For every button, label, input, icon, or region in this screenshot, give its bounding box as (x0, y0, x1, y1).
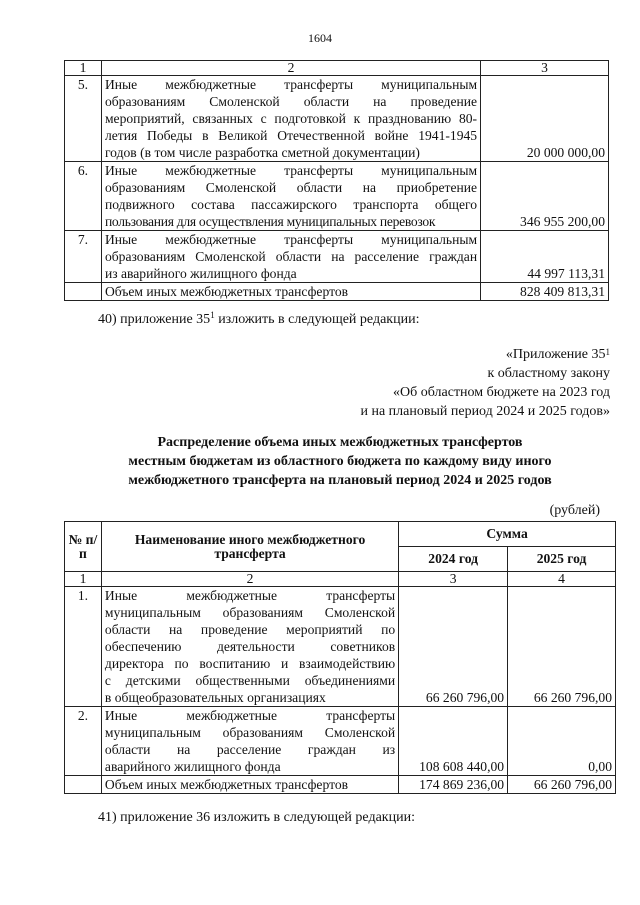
name-line: Иные межбюджетные трансферты муниципальным (104, 77, 478, 92)
name-line: аварийного жилищного фонда (104, 759, 281, 774)
row-amount: 44 997 113,31 (481, 231, 609, 283)
index-cell: 1 (65, 572, 102, 587)
index-cell: 3 (399, 572, 508, 587)
total-label: Объем иных межбюджетных трансфертов (101, 283, 480, 301)
total-amount: 828 409 813,31 (481, 283, 609, 301)
table-header-row (65, 522, 616, 547)
name-line: директора по воспитанию и взаимодействию (104, 656, 396, 671)
paragraph-41: 41) приложение 36 изложить в следующей редакции: (98, 810, 415, 825)
total-number (65, 776, 102, 794)
name-line: годов (в том числе разработка сметной документации) (104, 145, 420, 160)
name-line: муниципальным образованиям Смоленской (104, 605, 396, 620)
name-line: Иные межбюджетные трансферты муниципальным (104, 232, 478, 247)
row-name (101, 587, 398, 707)
name-line: образованиям Смоленской области на расселение граждан (104, 249, 478, 264)
paragraph-40 (98, 312, 419, 328)
name-line: летия Победы в Великой Отечественной войне 1941-1945 (104, 128, 478, 143)
name-line: в общеобразовательных организациях (104, 690, 326, 705)
appendix-line: к областному закону (487, 366, 610, 381)
name-line: подвижного состава пассажирского транспорта общего (104, 197, 478, 212)
name-line: образованиям Смоленской области на приобретение (104, 180, 478, 195)
name-line: образованиям Смоленской области на проведение (104, 94, 478, 109)
row-number: 5. (65, 76, 102, 162)
row-amount: 346 955 200,00 (481, 162, 609, 231)
row-amount-2025: 66 260 796,00 (508, 587, 616, 707)
header-year-2025: 2025 год (508, 547, 616, 572)
appendix-heading (360, 345, 610, 421)
header-year-2024: 2024 год (399, 547, 508, 572)
appendix-line: «Об областном бюджете на 2023 год (393, 385, 610, 400)
row-number: 6. (65, 162, 102, 231)
title-line: Распределение объема иных межбюджетных трансфертов (157, 435, 523, 450)
name-line: Иные межбюджетные трансферты (104, 588, 396, 603)
row-name (101, 162, 480, 231)
table-total-row (65, 283, 609, 301)
index-cell: 1 (65, 61, 102, 76)
document-title (70, 433, 610, 490)
table-row (65, 587, 616, 707)
total-number (65, 283, 102, 301)
units-label: (рублей) (549, 503, 600, 518)
appendix-line: «Приложение $35^1$ (505, 347, 610, 362)
para-superscript: 1 (210, 310, 215, 320)
table-row (65, 162, 609, 231)
appendix-line: и на плановый период 2024 и 2025 годов» (360, 404, 610, 419)
row-number: 1. (65, 587, 102, 707)
row-amount-2024: 66 260 796,00 (399, 587, 508, 707)
index-cell: 4 (508, 572, 616, 587)
name-line: мероприятий, связанных с подготовкой к празднованию 80- (104, 111, 478, 126)
appendix-superscript: 1 (605, 347, 610, 357)
row-amount-2024: 108 608 440,00 (399, 707, 508, 776)
table-index-row (65, 572, 616, 587)
para-text-rest: изложить в следующей редакции: (214, 312, 420, 327)
row-name (101, 231, 480, 283)
name-line: области на расселение граждан из (104, 742, 396, 757)
name-line: из аварийного жилищного фонда (104, 266, 297, 281)
row-number: 7. (65, 231, 102, 283)
total-amount-2025: 66 260 796,00 (508, 776, 616, 794)
table-row (65, 76, 609, 162)
total-label: Объем иных межбюджетных трансфертов (101, 776, 398, 794)
row-name (101, 707, 398, 776)
name-line: Иные межбюджетные трансферты муниципальным (104, 163, 478, 178)
table-row (65, 231, 609, 283)
name-line: области на проведение мероприятий по (104, 622, 396, 637)
header-number: № п/п (65, 522, 102, 572)
row-amount: 20 000 000,00 (481, 76, 609, 162)
name-line: пользования для осуществления муниципальных перевозок (104, 214, 436, 229)
table-total-row (65, 776, 616, 794)
name-line: муниципальным образованиям Смоленской (104, 725, 396, 740)
name-line: Иные межбюджетные трансферты (104, 708, 396, 723)
name-line: с детскими общественными объединениями (104, 673, 396, 688)
table-row (65, 707, 616, 776)
name-line: обеспечению деятельности советников (104, 639, 396, 654)
row-amount-2025: 0,00 (508, 707, 616, 776)
para-text: 40) приложение 35 (98, 312, 211, 327)
index-cell: 2 (101, 61, 480, 76)
page-number: 1604 (308, 31, 332, 45)
total-amount-2024: 174 869 236,00 (399, 776, 508, 794)
transfers-table-continued (64, 60, 609, 301)
header-name: Наименование иного межбюджетного трансферта (101, 522, 398, 572)
index-cell: 3 (481, 61, 609, 76)
row-number: 2. (65, 707, 102, 776)
header-sum: Сумма (399, 522, 616, 547)
title-line: местным бюджетам из областного бюджета по каждому виду иного (128, 454, 552, 469)
row-name (101, 76, 480, 162)
index-cell: 2 (101, 572, 398, 587)
table-index-row (65, 61, 609, 76)
title-line: межбюджетного трансферта на плановый период 2024 и 2025 годов (128, 473, 552, 488)
transfers-table-2024-2025 (64, 521, 616, 794)
